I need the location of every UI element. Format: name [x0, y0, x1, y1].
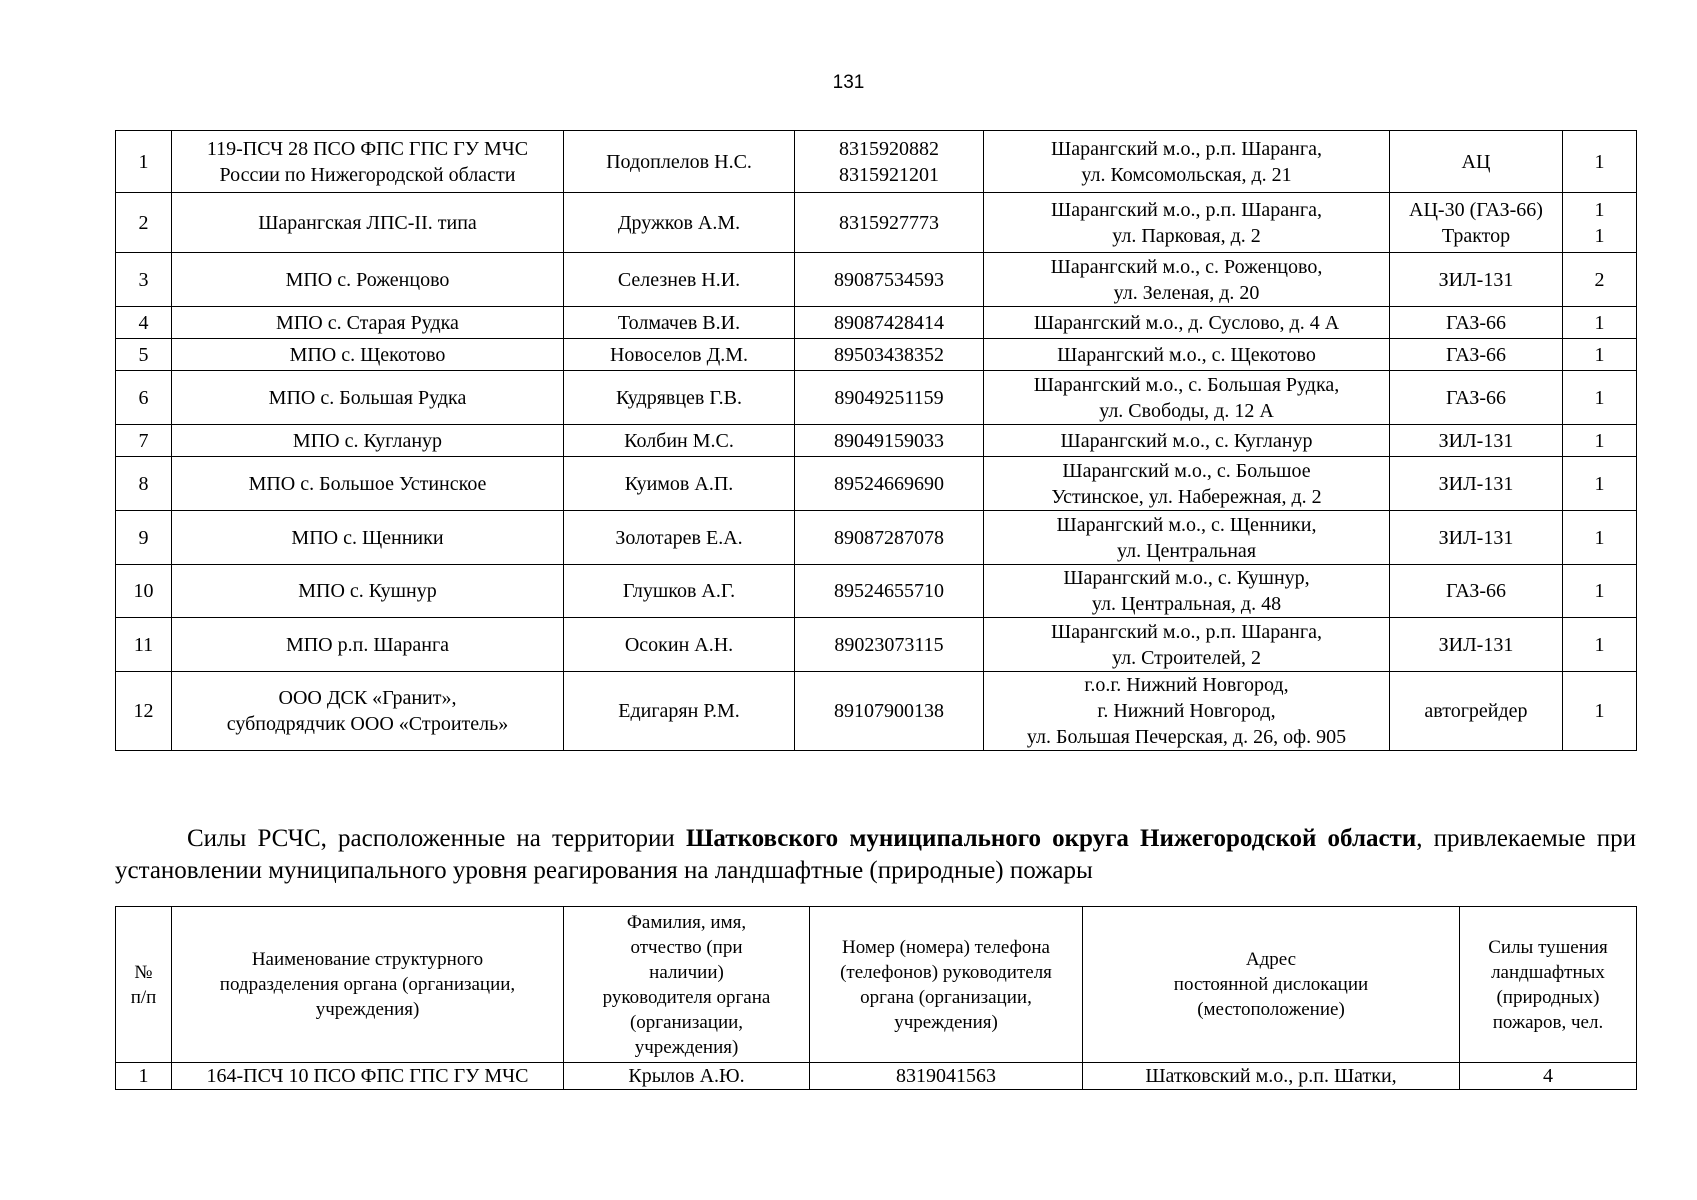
row-number — [116, 457, 172, 511]
head-name — [564, 193, 795, 253]
header-head-name-line: Фамилия, имя, — [626, 911, 747, 933]
unit-name — [172, 457, 564, 511]
unit-name-line: России по Нижегородской области — [219, 163, 516, 186]
quantity-line: 1 — [1594, 198, 1605, 221]
row-number-line: 4 — [138, 311, 149, 334]
address-line: Шарангский м.о., с. Кугланур — [1060, 429, 1313, 452]
unit-name — [172, 307, 564, 339]
row-number — [116, 565, 172, 618]
row-number-line: 12 — [133, 700, 154, 722]
phone-line: 89023073115 — [834, 633, 944, 656]
header-forces-line: пожаров, чел. — [1492, 1011, 1604, 1033]
header-address-line: Адрес — [1245, 949, 1297, 970]
head-name — [564, 253, 795, 307]
row-number — [116, 511, 172, 565]
unit-name — [172, 193, 564, 253]
unit-name-line: МПО с. Кугланур — [292, 429, 443, 452]
address-line: г.о.г. Нижний Новгород, — [1084, 674, 1289, 696]
row-number — [116, 618, 172, 672]
phone-line: 89524669690 — [834, 472, 944, 495]
page-number: 131 — [832, 72, 865, 93]
row-number — [116, 307, 172, 339]
address-line: Шарангский м.о., д. Суслово, д. 4 А — [1033, 311, 1340, 334]
address-line: Шарангский м.о., с. Кушнур, — [1063, 567, 1310, 589]
unit-name-line: МПО с. Старая Рудка — [276, 311, 459, 334]
row-number-line: 10 — [133, 580, 154, 602]
address-line: Шарангский м.о., р.п. Шаранга, — [1051, 198, 1322, 221]
unit-name — [172, 565, 564, 618]
equipment-line: ЗИЛ-131 — [1438, 526, 1514, 549]
equipment-line: автогрейдер — [1424, 700, 1528, 722]
unit-name-line: 119-ПСЧ 28 ПСО ФПС ГПС ГУ МЧС — [206, 137, 529, 160]
address-line: ул. Центральная, д. 48 — [1091, 593, 1282, 615]
row-number — [116, 253, 172, 307]
head-name — [564, 457, 795, 511]
equipment — [1390, 425, 1563, 457]
head-name-line: Толмачев В.И. — [617, 311, 741, 334]
phone-line: 89107900138 — [834, 700, 944, 722]
header-address-line: постоянной дислокации — [1173, 974, 1369, 995]
table-row — [116, 253, 1637, 307]
row-number — [116, 1063, 172, 1090]
address — [984, 425, 1390, 457]
head-name-line: Подоплелов Н.С. — [606, 150, 752, 173]
head-name — [564, 565, 795, 618]
unit-name-line: Шарангская ЛПС-II. типа — [258, 211, 477, 234]
unit-name — [172, 511, 564, 565]
address-line: ул. Строителей, 2 — [1111, 646, 1262, 669]
equipment-line: ГАЗ-66 — [1445, 386, 1506, 409]
row-number — [116, 193, 172, 253]
forces-line: 4 — [1543, 1065, 1553, 1087]
head-name-line: Глушков А.Г. — [622, 580, 736, 602]
table-row — [116, 371, 1637, 425]
equipment-line: Трактор — [1441, 224, 1511, 247]
head-name-line: Едигарян Р.М. — [618, 700, 740, 722]
address-line: ул. Свободы, д. 12 А — [1099, 399, 1274, 422]
table-row — [116, 339, 1637, 371]
quantity-line: 1 — [1594, 472, 1605, 495]
address-line: Шатковский м.о., р.п. Шатки, — [1145, 1065, 1397, 1087]
equipment-line: ЗИЛ-131 — [1438, 633, 1514, 656]
address-line: ул. Центральная — [1116, 539, 1257, 562]
head-name — [564, 672, 795, 751]
phone-line: 89049159033 — [834, 429, 944, 452]
table-row — [116, 618, 1637, 672]
equipment — [1390, 253, 1563, 307]
equipment-line: ГАЗ-66 — [1445, 580, 1506, 602]
row-number — [116, 339, 172, 371]
phone — [795, 565, 984, 618]
row-number-line: 8 — [138, 472, 149, 495]
equipment — [1390, 339, 1563, 371]
address — [984, 339, 1390, 371]
heading-bold-municipality: Шатковского муниципального округа Нижегородской области — [685, 825, 1417, 852]
quantity-line: 1 — [1594, 429, 1605, 452]
unit-name — [172, 371, 564, 425]
address — [984, 511, 1390, 565]
address-line: Шарангский м.о., р.п. Шаранга, — [1051, 137, 1322, 160]
equipment — [1390, 511, 1563, 565]
phone-line: 8319041563 — [896, 1065, 996, 1087]
phone — [795, 339, 984, 371]
unit-name — [172, 618, 564, 672]
quantity-line: 1 — [1594, 526, 1605, 549]
row-number — [116, 425, 172, 457]
phone — [795, 672, 984, 751]
header-number-line: п/п — [130, 986, 157, 1008]
quantity — [1563, 618, 1637, 672]
head-name — [564, 425, 795, 457]
quantity — [1563, 565, 1637, 618]
header-address-line: (местоположение) — [1197, 999, 1345, 1020]
quantity-line: 1 — [1594, 224, 1605, 247]
quantity — [1563, 307, 1637, 339]
header-number-line: № — [134, 961, 153, 983]
quantity — [1563, 457, 1637, 511]
quantity — [1563, 511, 1637, 565]
unit-name-line: 164-ПСЧ 10 ПСО ФПС ГПС ГУ МЧС — [206, 1065, 529, 1087]
address — [984, 253, 1390, 307]
equipment — [1390, 131, 1563, 193]
head-name — [564, 1063, 810, 1090]
equipment — [1390, 565, 1563, 618]
row-number-line: 7 — [138, 429, 149, 452]
header-head-name — [564, 907, 810, 1063]
address-line: Шарангский м.о., с. Большая Рудка, — [1033, 373, 1340, 396]
equipment — [1390, 672, 1563, 751]
head-name — [564, 618, 795, 672]
address — [984, 565, 1390, 618]
quantity-line: 2 — [1594, 268, 1605, 291]
row-number-line: 11 — [133, 633, 154, 656]
head-name-line: Селезнев Н.И. — [617, 268, 741, 291]
forces — [1460, 1063, 1637, 1090]
address-line: Шарангский м.о., р.п. Шаранга, — [1051, 620, 1322, 643]
head-name-line: Новоселов Д.М. — [609, 343, 749, 366]
header-number — [116, 907, 172, 1063]
head-name-line: Колбин М.С. — [624, 429, 734, 452]
unit-name — [172, 672, 564, 751]
address — [984, 457, 1390, 511]
equipment — [1390, 618, 1563, 672]
quantity — [1563, 371, 1637, 425]
phone-line: 89503438352 — [834, 343, 944, 366]
header-forces-line: ландшафтных — [1491, 961, 1605, 983]
equipment-line: ГАЗ-66 — [1445, 311, 1506, 334]
header-unit-name-line: учреждения) — [315, 999, 420, 1020]
table-row — [116, 672, 1637, 751]
head-name — [564, 371, 795, 425]
quantity-line: 1 — [1594, 150, 1605, 173]
quantity — [1563, 425, 1637, 457]
table-row — [116, 131, 1637, 193]
address-line: Шарангский м.о., с. Большое — [1062, 459, 1311, 482]
row-number-line: 5 — [138, 343, 149, 366]
address-line: Устинское, ул. Набережная, д. 2 — [1051, 485, 1322, 508]
unit-name — [172, 425, 564, 457]
table-row — [116, 1063, 1637, 1090]
head-name-line: Золотарев Е.А. — [615, 526, 743, 549]
row-number-line: 3 — [138, 268, 149, 291]
header-phone-line: Номер (номера) телефона — [842, 936, 1050, 958]
table-row — [116, 457, 1637, 511]
equipment — [1390, 371, 1563, 425]
row-number-line: 6 — [138, 386, 149, 409]
row-number-line: 9 — [138, 526, 149, 549]
section-heading — [115, 823, 1636, 887]
unit-name-line: МПО с. Кушнур — [298, 580, 437, 602]
header-phone — [810, 907, 1083, 1063]
address — [984, 371, 1390, 425]
phone — [795, 131, 984, 193]
address-line: Шарангский м.о., с. Роженцово, — [1050, 255, 1323, 278]
header-unit-name-line: Наименование структурного — [251, 949, 484, 970]
heading-prefix: Силы РСЧС, расположенные на территории — [187, 825, 675, 852]
phone — [795, 457, 984, 511]
equipment-line: ЗИЛ-131 — [1438, 268, 1514, 291]
row-number-line: 1 — [138, 150, 149, 173]
row-number-line: 2 — [138, 211, 149, 234]
address — [984, 307, 1390, 339]
quantity-line: 1 — [1594, 386, 1605, 409]
forces-table-sharanga — [115, 130, 1637, 751]
equipment-line: ГАЗ-66 — [1445, 343, 1506, 366]
phone-line: 89524655710 — [834, 580, 944, 602]
address-line: ул. Зеленая, д. 20 — [1113, 281, 1260, 304]
address-line: г. Нижний Новгород, — [1097, 700, 1276, 722]
table-row — [116, 565, 1637, 618]
phone — [795, 511, 984, 565]
row-number-line: 1 — [138, 1065, 149, 1087]
header-head-name-line: руководителя органа — [602, 986, 771, 1008]
row-number — [116, 371, 172, 425]
phone-line: 8315921201 — [839, 163, 939, 186]
header-forces — [1460, 907, 1637, 1063]
table-row — [116, 511, 1637, 565]
equipment — [1390, 457, 1563, 511]
unit-name-line: МПО с. Большая Рудка — [268, 386, 467, 409]
address — [984, 193, 1390, 253]
header-head-name-line: наличии) — [649, 961, 724, 983]
table-row — [116, 193, 1637, 253]
phone — [795, 618, 984, 672]
phone — [795, 425, 984, 457]
quantity — [1563, 672, 1637, 751]
quantity-line: 1 — [1594, 580, 1605, 602]
address — [984, 131, 1390, 193]
equipment — [1390, 193, 1563, 253]
phone — [795, 253, 984, 307]
header-forces-line: (природных) — [1496, 986, 1600, 1008]
unit-name — [172, 339, 564, 371]
equipment-line: ЗИЛ-131 — [1438, 472, 1514, 495]
row-number — [116, 131, 172, 193]
heading-suffix: , привлекаемые при установлении муниципального уровня реагирования на ландшафтные (природные) пожары — [115, 825, 1636, 884]
address-line: Шарангский м.о., с. Щенники, — [1056, 513, 1317, 536]
phone — [795, 193, 984, 253]
table-row — [116, 307, 1637, 339]
quantity — [1563, 131, 1637, 193]
unit-name-line: ООО ДСК «Гранит», — [278, 687, 457, 709]
equipment-line: АЦ-30 (ГАЗ-66) — [1409, 198, 1543, 221]
unit-name-line: МПО с. Щенники — [291, 526, 444, 549]
unit-name-line: МПО р.п. Шаранга — [285, 633, 450, 656]
header-phone-line: органа (организации, — [860, 986, 1032, 1008]
phone — [795, 307, 984, 339]
header-phone-line: учреждения) — [894, 1011, 998, 1033]
head-name-line: Куимов А.П. — [624, 472, 734, 495]
quantity — [1563, 193, 1637, 253]
unit-name — [172, 131, 564, 193]
header-forces-line: Силы тушения — [1488, 936, 1608, 958]
phone — [810, 1063, 1083, 1090]
address-line: ул. Комсомольская, д. 21 — [1081, 163, 1292, 186]
equipment-line: АЦ — [1461, 150, 1491, 173]
head-name — [564, 307, 795, 339]
head-name-line: Крылов А.Ю. — [628, 1065, 745, 1087]
header-head-name-line: учреждения) — [634, 1036, 739, 1058]
table-row — [116, 425, 1637, 457]
head-name — [564, 131, 795, 193]
head-name-line: Осокин А.Н. — [624, 633, 734, 656]
quantity — [1563, 339, 1637, 371]
quantity — [1563, 253, 1637, 307]
phone-line: 8315920882 — [839, 137, 939, 160]
unit-name-line: МПО с. Щекотово — [289, 343, 446, 366]
phone — [795, 371, 984, 425]
address-line: ул. Большая Печерская, д. 26, оф. 905 — [1026, 726, 1347, 748]
address — [984, 618, 1390, 672]
header-head-name-line: отчество (при — [630, 936, 743, 958]
header-unit-name-line: подразделения органа (организации, — [219, 974, 516, 995]
phone-line: 89087534593 — [834, 268, 944, 291]
unit-name-line: МПО с. Большое Устинское — [248, 472, 487, 495]
header-unit-name — [172, 907, 564, 1063]
phone-line: 89087287078 — [834, 526, 944, 549]
address — [984, 672, 1390, 751]
row-number — [116, 672, 172, 751]
quantity-line: 1 — [1594, 343, 1605, 366]
unit-name-line: субподрядчик ООО «Строитель» — [226, 713, 509, 735]
header-address — [1083, 907, 1460, 1063]
quantity-line: 1 — [1594, 633, 1605, 656]
quantity-line: 1 — [1594, 311, 1605, 334]
phone-line: 89087428414 — [834, 311, 944, 334]
equipment — [1390, 307, 1563, 339]
unit-name-line: МПО с. Роженцово — [285, 268, 450, 291]
equipment-line: ЗИЛ-131 — [1438, 429, 1514, 452]
head-name — [564, 511, 795, 565]
unit-name — [172, 1063, 564, 1090]
address-line: ул. Парковая, д. 2 — [1112, 224, 1261, 247]
head-name-line: Дружков А.М. — [617, 211, 741, 234]
head-name-line: Кудрявцев Г.В. — [615, 386, 743, 409]
phone-line: 8315927773 — [839, 211, 939, 234]
phone-line: 89049251159 — [834, 386, 944, 409]
address — [1083, 1063, 1460, 1090]
header-head-name-line: (организации, — [629, 1011, 744, 1033]
forces-table-shatki — [115, 906, 1637, 1090]
header-phone-line: (телефонов) руководителя — [840, 961, 1052, 983]
unit-name — [172, 253, 564, 307]
head-name — [564, 339, 795, 371]
address-line: Шарангский м.о., с. Щекотово — [1057, 343, 1316, 366]
quantity-line: 1 — [1594, 700, 1605, 722]
